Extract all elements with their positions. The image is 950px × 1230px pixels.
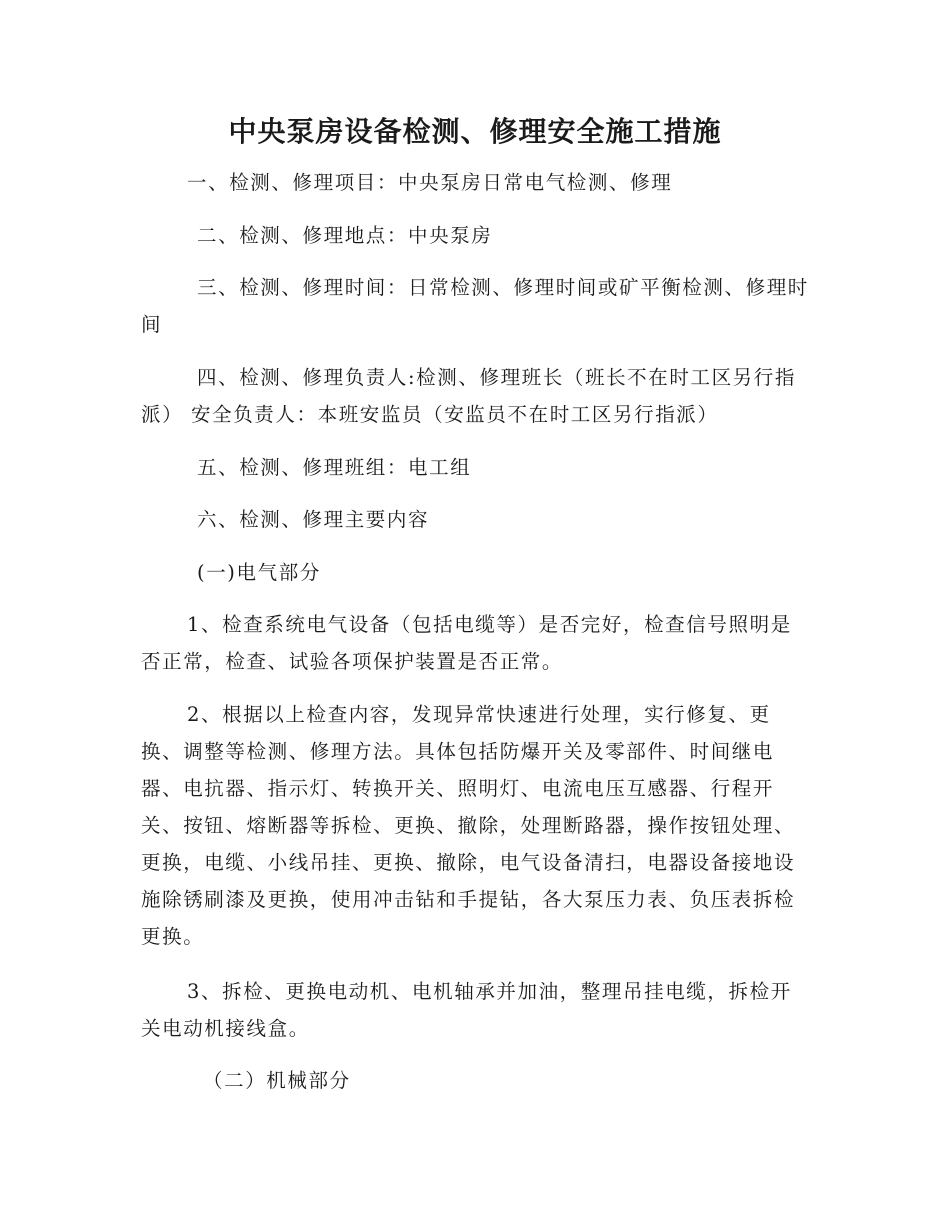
paragraph-location: 二、检测、修理地点：中央泵房	[197, 224, 493, 247]
paragraph-item-3: 3、拆检、更换电动机、电机轴承并加油，整理吊挂电缆，拆检开关电动机接线盒。	[141, 980, 792, 1040]
document-title: 中央泵房设备检测、修理安全施工措施	[228, 115, 722, 148]
paragraph-main-content-heading: 六、检测、修理主要内容	[197, 508, 430, 531]
paragraph-project: 一、检测、修理项目：中央泵房日常电气检测、修理	[187, 171, 673, 194]
paragraph-responsible: 四、检测、修理负责人:检测、修理班长（班长不在时工区另行指派） 安全负责人：本班安监员（安监员不在时工区另行指派）	[141, 366, 796, 426]
section-mechanical-heading: （二）机械部分	[203, 1069, 351, 1092]
paragraph-item-1: 1、检查系统电气设备（包括电缆等）是否完好，检查信号照明是否正常，检查、试验各项保护装置是否正常。	[141, 613, 792, 673]
paragraph-time: 三、检测、修理时间：日常检测、修理时间或矿平衡检测、修理时间	[141, 276, 809, 336]
paragraph-item-2: 2、根据以上检查内容，发现异常快速进行处理，实行修复、更换、调整等检测、修理方法。具体包括防爆开关及零部件、时间继电器、电抗器、指示灯、转换开关、照明灯、电流电压互感器、行程开关、按钮、熔断器等拆检、更换、撤除，处理断路器，操作按钮处理、更换，电缆、小线吊挂、更换、撤除，电气设备清扫，电器设备接地设施除锈刷漆及更换，使用冲击钻和手提钻，各大泵压力表、负压表拆检更换。	[141, 703, 796, 948]
section-electrical-heading: (一)电气部分	[197, 561, 321, 584]
paragraph-team: 五、检测、修理班组：电工组	[197, 456, 472, 479]
